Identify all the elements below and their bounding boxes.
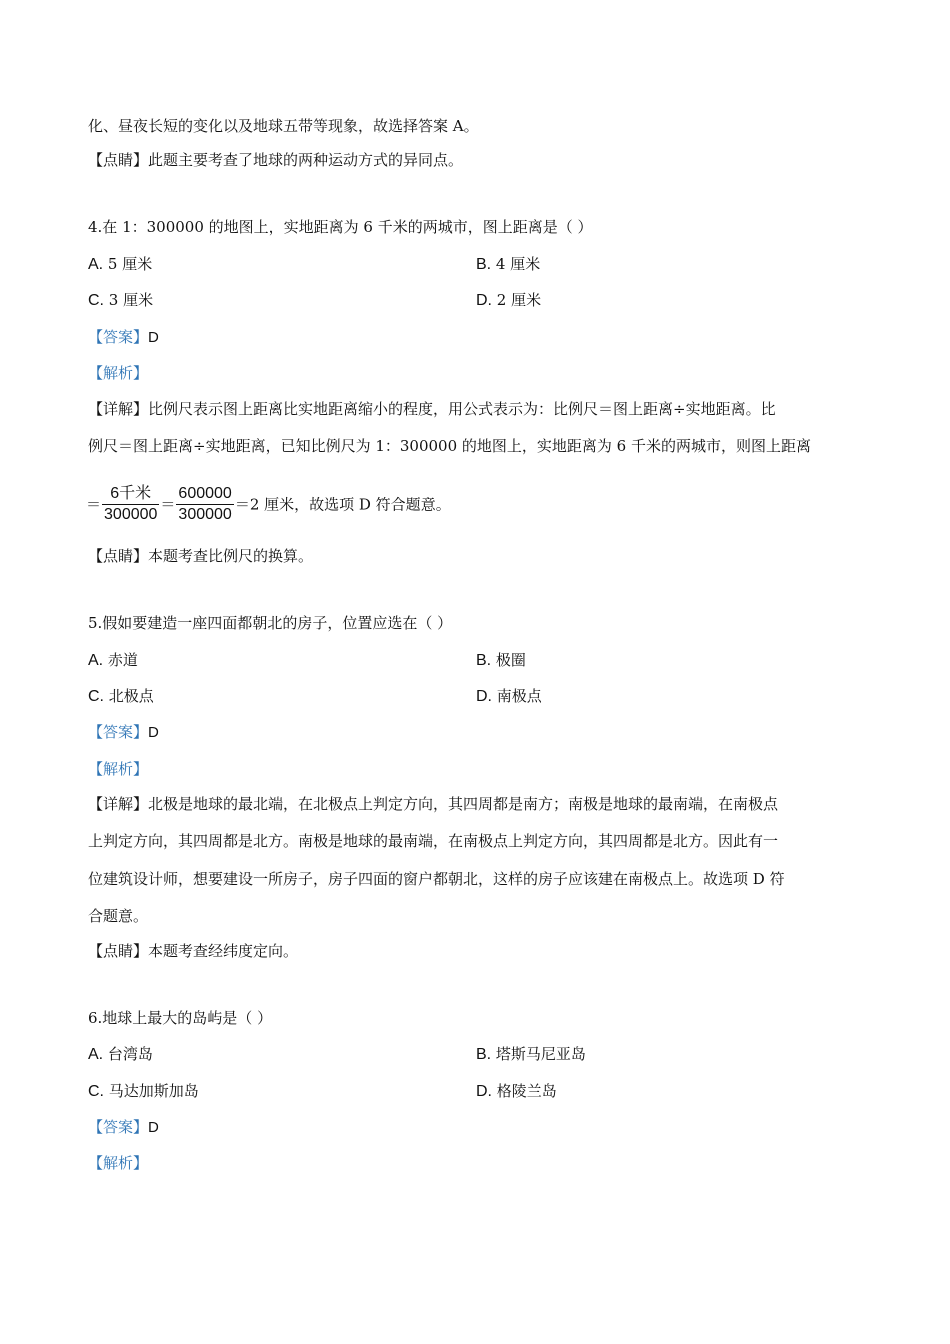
q4-option-a: A. 5 厘米 (88, 255, 153, 273)
q4-option-c: C. 3 厘米 (88, 291, 154, 309)
q4-option-b: B. 4 厘米 (476, 255, 541, 273)
answer-tag: 【答案】 (88, 1118, 149, 1136)
q5-option-d: D. 南极点 (476, 687, 542, 705)
q6-analysis-tag: 【解析】 (88, 1154, 149, 1172)
q6-option-b: B. 塔斯马尼亚岛 (476, 1045, 586, 1063)
fraction-2-denominator: 300000 (178, 506, 232, 523)
q4-point-note: 【点睛】本题考查比例尺的换算。 (88, 547, 314, 565)
prev-point-note: 【点睛】此题主要考查了地球的两种运动方式的异同点。 (88, 151, 464, 169)
q6-answer (88, 1116, 159, 1139)
answer-tag: 【答案】 (88, 328, 149, 346)
q6-option-c: C. 马达加斯加岛 (88, 1082, 199, 1100)
q5-detail-line-3: 位建筑设计师，想要建设一所房子，房子四面的窗户都朝北，这样的房子应该建在南极点上。故选项 D 符 (88, 870, 785, 888)
answer-tag: 【答案】 (88, 723, 149, 741)
q5-detail-line-4: 合题意。 (88, 907, 149, 925)
q4-option-d: D. 2 厘米 (476, 291, 542, 309)
eq-prefix: ＝ (86, 495, 102, 514)
question-6-stem: 6.地球上最大的岛屿是（ ） (88, 1009, 273, 1027)
q5-detail-line-1: 【详解】北极是地球的最北端，在北极点上判定方向，其四周都是南方；南极是地球的最南端，在南极点 (88, 795, 779, 813)
q5-option-b: B. 极圈 (476, 651, 526, 669)
q5-analysis-tag: 【解析】 (88, 760, 149, 778)
q5-point-note: 【点睛】本题考查经纬度定向。 (88, 942, 299, 960)
eq-mid: ＝ (160, 495, 176, 514)
fraction-2-numerator: 600000 (176, 484, 233, 505)
q4-detail-line-2: 例尺＝图上距离÷实地距离，已知比例尺为 1：300000 的地图上，实地距离为 6 千米的两城市，则图上距离 (88, 437, 811, 455)
q5-option-a: A. 赤道 (88, 651, 138, 669)
answer-value: D (148, 724, 159, 741)
question-5-stem: 5.假如要建造一座四面都朝北的房子，位置应选在（ ） (88, 614, 453, 632)
fraction-1-denominator: 300000 (104, 506, 158, 523)
fraction-1 (102, 484, 159, 525)
prev-explanation-line: 化、昼夜长短的变化以及地球五带等现象，故选择答案 A。 (88, 117, 479, 135)
eq-suffix: ＝2 厘米，故选项 D 符合题意。 (234, 495, 451, 514)
q6-option-a: A. 台湾岛 (88, 1045, 153, 1063)
question-4-stem: 4.在 1：300000 的地图上，实地距离为 6 千米的两城市，图上距离是（ ） (88, 218, 593, 236)
q5-answer (88, 721, 159, 744)
q4-equation (86, 484, 451, 525)
answer-value: D (148, 329, 159, 346)
q4-detail-line-1: 【详解】比例尺表示图上距离比实地距离缩小的程度，用公式表示为：比例尺＝图上距离÷实地距离。比 (88, 400, 776, 418)
answer-value: D (148, 1119, 159, 1136)
q6-option-d: D. 格陵兰岛 (476, 1082, 557, 1100)
q5-detail-line-2: 上判定方向，其四周都是北方。南极是地球的最南端，在南极点上判定方向，其四周都是北方。因此有一 (88, 832, 779, 850)
q5-option-c: C. 北极点 (88, 687, 154, 705)
q4-answer (88, 326, 159, 349)
fraction-1-numerator: 6千米 (102, 484, 159, 505)
fraction-2 (176, 484, 233, 525)
q4-analysis-tag: 【解析】 (88, 364, 149, 382)
